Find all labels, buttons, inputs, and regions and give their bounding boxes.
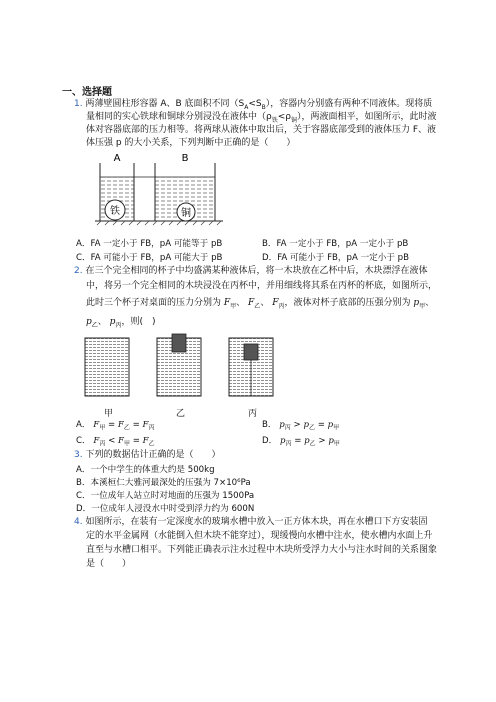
q1-ball-b-label: 铜	[181, 208, 191, 219]
q1-ball-a-label: 铁	[110, 206, 120, 217]
q1-line-1: 1. 两薄壁圆柱形容器 A、B 底面积不同$(S_A<S_B)$，容器内分别盛有两种不同液体。现将质	[74, 99, 433, 111]
q3-number: 3.	[74, 450, 83, 460]
q2-line-2: 中，将另一个完全相同的木块浸没在丙杯中，并用细线将其系在丙杯的杯底，如图所示，	[86, 281, 438, 291]
q2-block-yi	[172, 334, 186, 352]
q2-cup-jia	[85, 338, 129, 396]
q2-cup-label-yi: 乙	[176, 409, 186, 419]
q1-line-2: 量相同的实心铁球和铜球分别浸没在液体中$(\rho_铁<\rho_铜)$，两液面相平，如图所示，此时液	[86, 112, 437, 124]
q4-number: 4.	[74, 517, 83, 527]
q4-line-4: 是（ ）	[86, 559, 132, 569]
q2-block-bing	[244, 344, 258, 360]
q2-option-b[interactable]: B． $p_丙 > p_乙 = p_甲$	[262, 420, 340, 432]
q2-cup-label-jia: 甲	[104, 409, 114, 419]
q4-line-2: 定的水平金属网（水能倒入但木块不能穿过），现缓慢向水槽中注水，使水槽内水面上升	[86, 531, 433, 541]
q1-option-c[interactable]: C．FA 可能小于 FB，pA 可能大于 pB	[76, 253, 223, 263]
q4-line-3: 直至与水槽口相平。下列能正确表示注水过程中木块所受浮力大小与注水时间的关系图象	[86, 545, 438, 555]
q2-line-4: $p_乙$、 $p_丙$，则( )	[86, 317, 156, 329]
q3-option-a[interactable]: A．一个中学生的体重大约是 500kg	[76, 465, 215, 475]
q2-line-3: 此时三个杯子对桌面的压力分别为 $F_甲$、 $F_乙$、 $F_丙$，液体对杯子底部的压强分别为 $p_甲$、	[86, 298, 435, 310]
q2-option-c[interactable]: C． $F_丙 < F_甲 = F_乙$	[76, 436, 155, 448]
q2-option-a[interactable]: A． $F_甲 = F_乙 = F_丙$	[76, 420, 155, 432]
q2-option-d[interactable]: D． $p_丙 = p_乙 > p_甲$	[262, 436, 340, 448]
q3-stem: 3. 下列的数据估计正确的是（ ）	[74, 450, 221, 460]
q2-figure	[85, 334, 275, 404]
q2-number: 2.	[74, 266, 83, 276]
q2-line-1: 2. 在三个完全相同的杯子中均盛满某种液体后，将一木块放在乙杯中后，木块漂浮在液体	[74, 266, 428, 276]
q1-line-4: 体压强 p 的大小关系，下列判断中正确的是（ ）	[86, 138, 296, 148]
section-title: 一、选择题	[62, 87, 112, 98]
q2-cup-label-bing: 丙	[248, 409, 258, 419]
q3-option-c[interactable]: C．一位成年人站立时对地面的压强为 1500Pa	[76, 491, 255, 501]
q1-option-a[interactable]: A．FA 一定小于 FB，pA 可能等于 pB	[76, 239, 223, 249]
q1-figure	[95, 155, 230, 235]
q1-label-a: A	[113, 153, 121, 164]
q3-option-b[interactable]: B．本溪桓仁大雅河最深处的压强为 7×10⁶Pa	[76, 478, 251, 488]
q1-line-3: 体对容器底部的压力相等。将两球从液体中取出后，关于容器底部受到的液体压力 F、液	[86, 125, 437, 135]
q4-line-1: 4. 如图所示，在装有一定深度水的玻璃水槽中放入一正方体木块，再在水槽口下方安装固	[74, 517, 428, 527]
q1-label-b: B	[181, 153, 189, 164]
q3-option-d[interactable]: D．一位成年人浸没水中时受到浮力约为 600N	[76, 504, 255, 514]
q1-number: 1.	[74, 99, 83, 109]
q1-option-b[interactable]: B．FA 一定小于 FB，pA 一定小于 pB	[262, 239, 409, 249]
q1-option-d[interactable]: D．FA 可能小于 FB，pA 一定小于 pB	[262, 253, 410, 263]
